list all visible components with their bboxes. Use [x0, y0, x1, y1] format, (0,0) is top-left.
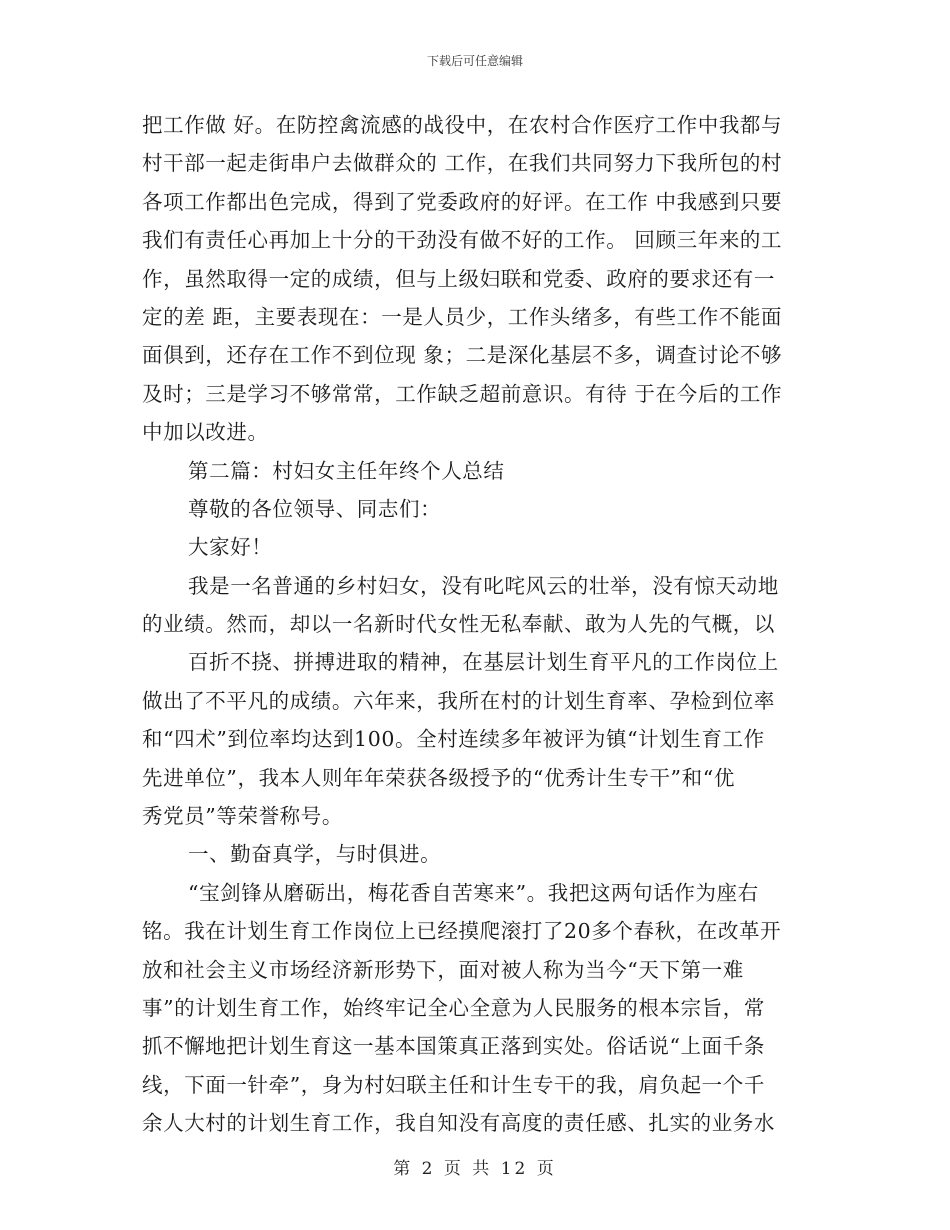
text-line: 抓不懈地把计划生育这一基本国策真正落到实处。俗话说“上面千条: [142, 1034, 765, 1059]
greeting: 大家好！: [188, 535, 273, 560]
salutation: 尊敬的各位领导、同志们：: [188, 496, 442, 521]
document-body: [142, 106, 810, 1143]
text-line: 我是一名普通的乡村妇女，没有叱咤风云的壮举，没有惊天动地: [188, 573, 779, 598]
text-line: 余人大村的计划生育工作，我自知没有高度的责任感、扎实的业务水: [142, 1111, 775, 1136]
text-line: 先进单位”，我本人则年年荣获各级授予的“优秀计生专干”和“优: [142, 765, 735, 790]
text-line: 作，虽然取得一定的成绩，但与上级妇联和党委、政府的要求还有一: [142, 266, 775, 291]
text-line: 及时；三是学习不够常常，工作缺乏超前意识。有待 于在今后的工作: [142, 381, 783, 406]
text-line: “宝剑锋从磨砺出，梅花香自苦寒来”。我把这两句话作为座右: [188, 880, 759, 905]
text-line: 线，下面一针牵”，身为村妇联主任和计生专干的我，肩负起一个千: [142, 1072, 765, 1097]
text-line: 做出了不平凡的成绩。六年来，我所在村的计划生育率、孕检到位率: [142, 688, 775, 713]
text-line: 百折不挠、拼搏进取的精神，在基层计划生育平凡的工作岗位上: [188, 650, 779, 675]
text-line: 面俱到，还存在工作不到位现 象；二是深化基层不多，调查讨论不够: [142, 343, 783, 368]
text-line: 秀党员”等荣誉称号。: [142, 804, 343, 829]
text-line: 各项工作都出色完成，得到了党委政府的好评。在工作 中我感到只要: [142, 189, 783, 214]
text-line: 和“四术”到位率均达到100。全村连续多年被评为镇“计划生育工作: [142, 727, 765, 752]
text-line: 中加以改进。: [142, 420, 269, 445]
subsection-heading: 一、勤奋真学，与时俱进。: [188, 842, 442, 867]
text-line: 放和社会主义市场经济新形势下，面对被人称为当今“天下第一难: [142, 957, 744, 982]
page-header: 下载后可任意编辑: [426, 54, 523, 68]
page-number-footer: 第 2 页 共 12 页: [393, 1159, 557, 1179]
text-line: 的业绩。然而，却以一名新时代女性无私奉献、敢为人先的气概，以: [142, 612, 775, 637]
text-line: 把工作做 好。在防控禽流感的战役中，在农村合作医疗工作中我都与: [142, 113, 783, 137]
text-line: 村干部一起走街串户去做群众的 工作，在我们共同努力下我所包的村: [142, 151, 783, 176]
text-line: 定的差 距，主要表现在：一是人员少，工作头绪多，有些工作不能面: [142, 304, 783, 329]
section-heading: 第二篇：村妇女主任年终个人总结: [188, 458, 505, 483]
text-line: 我们有责任心再加上十分的干劲没有做不好的工作。 回顾三年来的工: [142, 228, 783, 253]
text-line: 铭。我在计划生育工作岗位上已经摸爬滚打了20多个春秋，在改革开: [142, 919, 782, 944]
text-line: 事”的计划生育工作，始终牢记全心全意为人民服务的根本宗旨，常: [142, 995, 765, 1020]
